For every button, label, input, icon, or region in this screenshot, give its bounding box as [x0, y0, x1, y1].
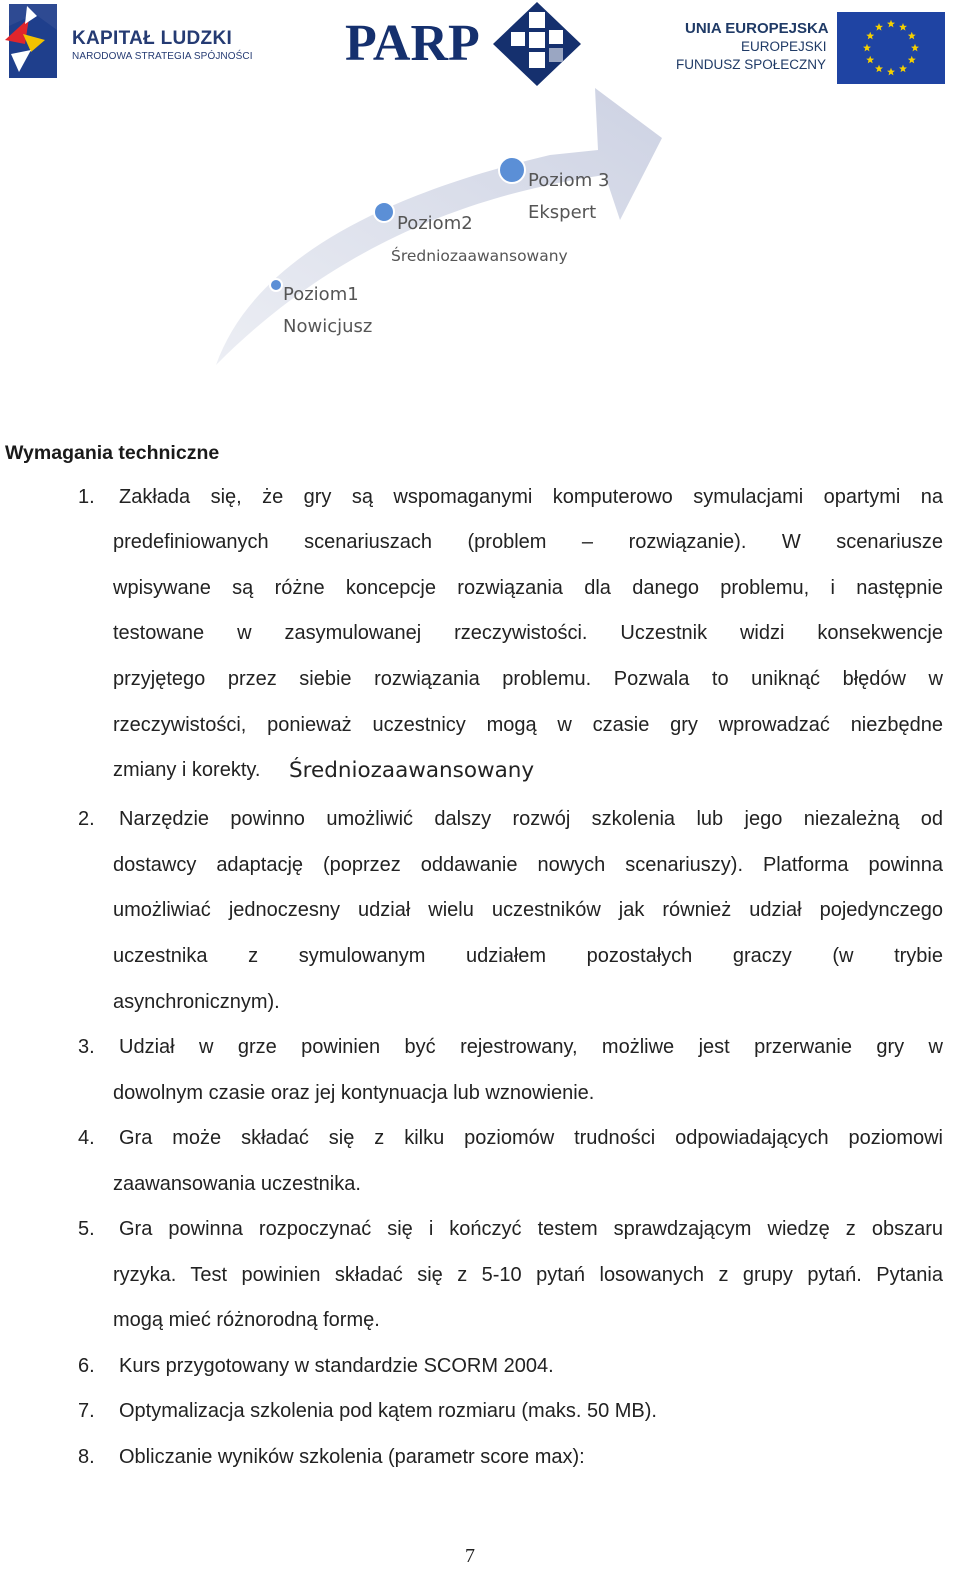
list-item-line: wpisywane są różne koncepcje rozwiązania dla danego problemu, i następnie: [113, 577, 943, 599]
level-2-dot: [374, 202, 394, 222]
list-item-line: dostawcy adaptację (poprzez oddawanie nowych scenariuszy). Platforma powinna: [113, 854, 943, 876]
list-item-line: uczestnika z symulowanym udziałem pozostałych graczy (w trybie: [113, 945, 943, 967]
level-2-label: Średniozaawansowany: [391, 247, 568, 265]
inserted-level-label: Średniozaawansowany: [289, 758, 535, 783]
kapital-ludzki-emblem-icon: [5, 4, 65, 80]
section-title: Wymagania techniczne: [5, 442, 220, 464]
list-item-line: testowane w zasymulowanej rzeczywistości. Uczestnik widzi konsekwencje: [113, 622, 943, 644]
list-item-line: asynchronicznym).: [113, 991, 280, 1013]
list-item-line: przyjętego przez siebie rozwiązania problemu. Pozwala to uniknąć błędów w: [113, 668, 943, 690]
list-item-line: Udział w grze powinien być rejestrowany, możliwe jest przerwanie gry w: [119, 1036, 943, 1058]
list-item-line: mogą mieć różnorodną formę.: [113, 1309, 380, 1331]
list-item-line: Obliczanie wyników szkolenia (parametr score max):: [119, 1446, 585, 1468]
levels-diagram: [200, 80, 680, 380]
list-item-number: 6.: [78, 1355, 95, 1377]
list-item-number: 1.: [78, 486, 95, 508]
level-3-dot: [499, 157, 525, 183]
eu-flag-icon: [837, 12, 945, 84]
kapital-ludzki-title: KAPITAŁ LUDZKI: [72, 28, 233, 49]
list-item-line: ryzyka. Test powinien składać się z 5-10 pytań losowanych z grupy pytań. Pytania: [113, 1264, 943, 1286]
level-3-label: Ekspert: [528, 202, 597, 223]
list-item-number: 8.: [78, 1446, 95, 1468]
level-1-label: Nowicjusz: [283, 316, 373, 337]
level-1-name: Poziom1: [283, 284, 359, 305]
list-item-line: zmiany i korekty.: [113, 759, 261, 781]
list-item-line: Optymalizacja szkolenia pod kątem rozmiaru (maks. 50 MB).: [119, 1400, 657, 1422]
list-item-number: 2.: [78, 808, 95, 830]
level-1-dot: [270, 279, 282, 291]
list-item-line: Kurs przygotowany w standardzie SCORM 2004.: [119, 1355, 554, 1377]
parp-wordmark: PARP: [345, 15, 480, 72]
list-item-number: 5.: [78, 1218, 95, 1240]
list-item-number: 3.: [78, 1036, 95, 1058]
list-item-line: Zakłada się, że gry są wspomaganymi komputerowo symulacjami opartymi na: [119, 486, 943, 508]
list-item-line: predefiniowanych scenariuszach (problem – rozwiązanie). W scenariusze: [113, 531, 943, 553]
list-item-number: 7.: [78, 1400, 95, 1422]
list-item-line: rzeczywistości, ponieważ uczestnicy mogą w czasie gry wprowadzać niezbędne: [113, 714, 943, 736]
list-item-line: Narzędzie powinno umożliwić dalszy rozwój szkolenia lub jego niezależną od: [119, 808, 943, 830]
list-item-line: umożliwiać jednoczesny udział wielu uczestników jak również udział pojedynczego: [113, 899, 943, 921]
list-item-line: dowolnym czasie oraz jej kontynuacja lub wznowienie.: [113, 1082, 595, 1104]
eu-title: UNIA EUROPEJSKA: [685, 20, 829, 37]
list-item-line: zaawansowania uczestnika.: [113, 1173, 361, 1195]
list-item-number: 4.: [78, 1127, 95, 1149]
level-3-name: Poziom 3: [528, 170, 610, 191]
kapital-ludzki-subtitle: NARODOWA STRATEGIA SPÓJNOŚCI: [72, 51, 253, 62]
page-number: 7: [465, 1545, 475, 1567]
level-2-name: Poziom2: [397, 213, 473, 234]
list-item-line: Gra może składać się z kilku poziomów trudności odpowiadających poziomowi: [119, 1127, 943, 1149]
eu-subtitle-2: FUNDUSZ SPOŁECZNY: [676, 57, 827, 72]
eu-subtitle-1: EUROPEJSKI: [741, 39, 827, 54]
list-item-line: Gra powinna rozpoczynać się i kończyć testem sprawdzającym wiedzę z obszaru: [119, 1218, 943, 1240]
